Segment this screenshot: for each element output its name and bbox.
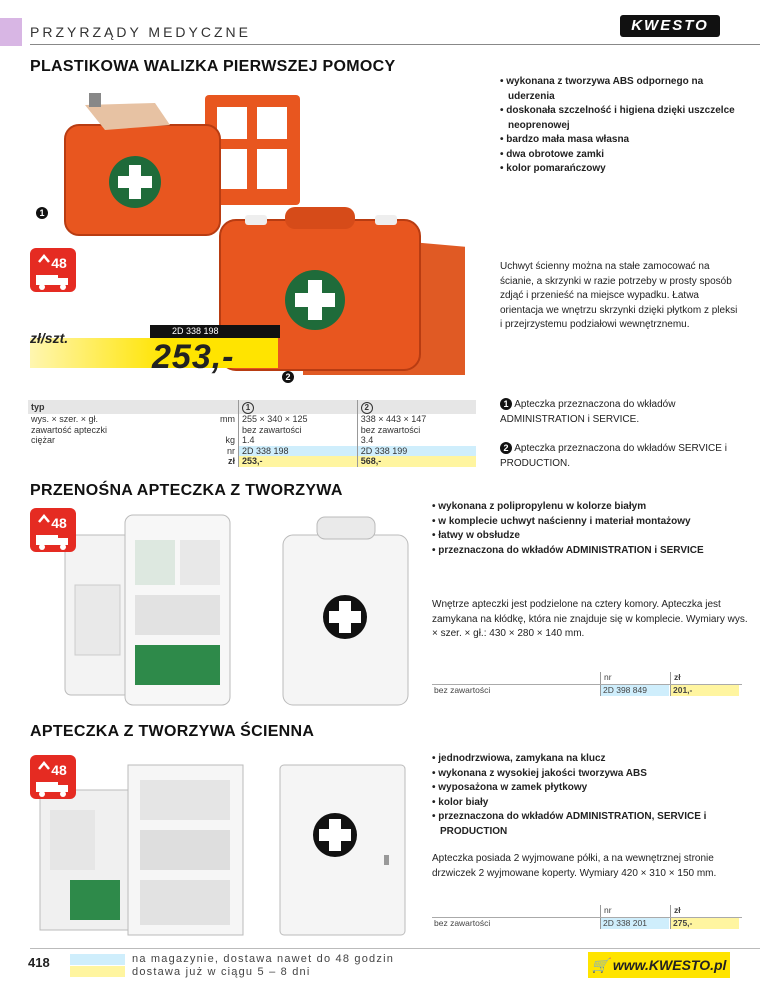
feature-item: • kolor biały	[432, 796, 489, 808]
column-marker-1: 1	[242, 402, 254, 414]
feature-item: • wykonana z polipropylenu w kolorze białym	[432, 501, 647, 512]
delivery-48h-icon	[30, 248, 76, 292]
table-header-typ: typ	[28, 400, 206, 414]
header-divider	[30, 44, 760, 45]
note-marker-1: 1	[500, 398, 512, 410]
feature-item: • w komplecie uchwyt naścienny i materiał montażowy	[432, 515, 691, 527]
feature-item: • dwa obrotowe zamki	[500, 148, 605, 160]
feature-item: • wyposażona w zamek płytkowy	[432, 782, 588, 793]
feature-item: • jednodrzwiowa, zamykana na klucz	[432, 753, 606, 764]
section1-description: Uchwyt ścienny można na stałe zamocować na ścianie, a skrzynki w razie potrzeby w prosty sposób zdjąć i przenieść na miejsce wypadku. Łatwa orientacja we wnętrzu skrzynki dzięki płytkom z pleksi i przejrzystemu podziałowi wewnętrznemu.	[500, 261, 738, 330]
photo-marker-1: 1	[36, 203, 48, 221]
feature-item: • kolor pomarańczowy	[500, 163, 606, 174]
table-row: zawartość apteczki bez zawartości bez zawartości	[28, 425, 476, 436]
svg-text:48: 48	[51, 762, 67, 778]
closed-wall-cabinet	[280, 765, 405, 935]
cart-icon: 🛒	[591, 957, 609, 973]
legend-stock-swatch	[70, 954, 125, 965]
feature-item: • bardzo mała masa własna	[500, 134, 630, 145]
price-unit-label: zł/szt.	[30, 330, 69, 346]
website-link[interactable]: 🛒 www.KWESTO.pl	[588, 952, 730, 978]
feature-item: • doskonała szczelność i higiena dzięki uszczelce neoprenowej	[500, 105, 735, 131]
section2-description: Wnętrze apteczki jest podzielone na cztery komory. Apteczka jest zamykana na kłódkę, która nie znajduje się w komplecie. Wymiary wys. × szer. × gł.: 430 × 280 × 140 mm.	[432, 599, 748, 639]
section3-features	[432, 752, 732, 839]
category-tab	[0, 18, 22, 46]
footer-line-1: na magazynie, dostawa nawet do 48 godzin	[132, 953, 395, 965]
section3-description: Apteczka posiada 2 wyjmowane półki, a na wewnętrznej stronie drzwiczek 2 wyjmowane koperty. Wymiary 420 × 310 × 150 mm.	[432, 853, 717, 879]
feature-item: • przeznaczona do wkładów ADMINISTRATION i SERVICE	[432, 544, 704, 556]
svg-text:48: 48	[51, 255, 67, 271]
price-article-number: 2D 338 198	[150, 325, 280, 338]
column-marker-2: 2	[361, 402, 373, 414]
table-row-label: bez zawartości	[434, 685, 491, 695]
svg-text:48: 48	[51, 515, 67, 531]
feature-item: • wykonana z tworzywa ABS odpornego na uderzenia	[500, 76, 704, 102]
feature-item: • wykonana z wysokiej jakości tworzywa ABS	[432, 767, 647, 779]
photo-marker-2: 2	[282, 367, 294, 385]
section1-note-2: 2 Apteczka przeznaczona do wkładów SERVICE i PRODUCTION.	[500, 443, 727, 469]
section1-spec-table	[28, 400, 476, 467]
table-row: ciężar kg 1.4 3.4	[28, 435, 476, 446]
feature-item: • łatwy w obsłudze	[432, 530, 520, 541]
footer-line-2: dostawa już w ciągu 5 – 8 dni	[132, 966, 311, 978]
closed-white-kit	[283, 517, 408, 705]
delivery-48h-icon	[30, 755, 76, 799]
brand-logo[interactable]: KWESTO	[620, 15, 720, 37]
feature-item: • przeznaczona do wkładów ADMINISTRATION, SERVICE i PRODUCTION	[432, 811, 707, 837]
table-row: nr 2D 338 198 2D 338 199	[28, 446, 476, 457]
delivery-48h-icon	[30, 508, 76, 552]
price-value: 253,-	[152, 338, 235, 376]
product-photo-portable-kit	[55, 505, 420, 710]
open-white-kit	[65, 515, 230, 705]
article-number: 2D 398 849	[601, 685, 669, 696]
article-price: 201,-	[671, 685, 739, 696]
category-title: PRZYRZĄDY MEDYCZNE	[30, 24, 251, 40]
table-row: wys. × szer. × gł. mm 255 × 340 × 125 338 × 443 × 147	[28, 414, 476, 425]
section1-note-1: 1 Apteczka przeznaczona do wkładów ADMINISTRATION i SERVICE.	[500, 399, 676, 425]
footer-divider	[30, 948, 760, 949]
legend-order-swatch	[70, 966, 125, 977]
section3-title: APTECZKA Z TWORZYWA ŚCIENNA	[30, 723, 315, 740]
section2-features	[432, 500, 752, 558]
table-row-label: bez zawartości	[434, 918, 491, 928]
footer-delivery-info	[132, 953, 394, 979]
section2-title: PRZENOŚNA APTECZKA Z TWORZYWA	[30, 482, 343, 499]
orange-case-1	[65, 93, 220, 235]
product-photo-wall-cabinet	[30, 760, 420, 940]
note-marker-2: 2	[500, 442, 512, 454]
section1-title: PLASTIKOWA WALIZKA PIERWSZEJ POMOCY	[30, 58, 396, 75]
section1-features	[500, 75, 750, 177]
page-number: 418	[28, 955, 50, 970]
table-header-row	[28, 400, 476, 414]
table-row: zł 253,- 568,-	[28, 456, 476, 467]
article-price: 275,-	[671, 918, 739, 929]
article-number: 2D 338 201	[601, 918, 669, 929]
